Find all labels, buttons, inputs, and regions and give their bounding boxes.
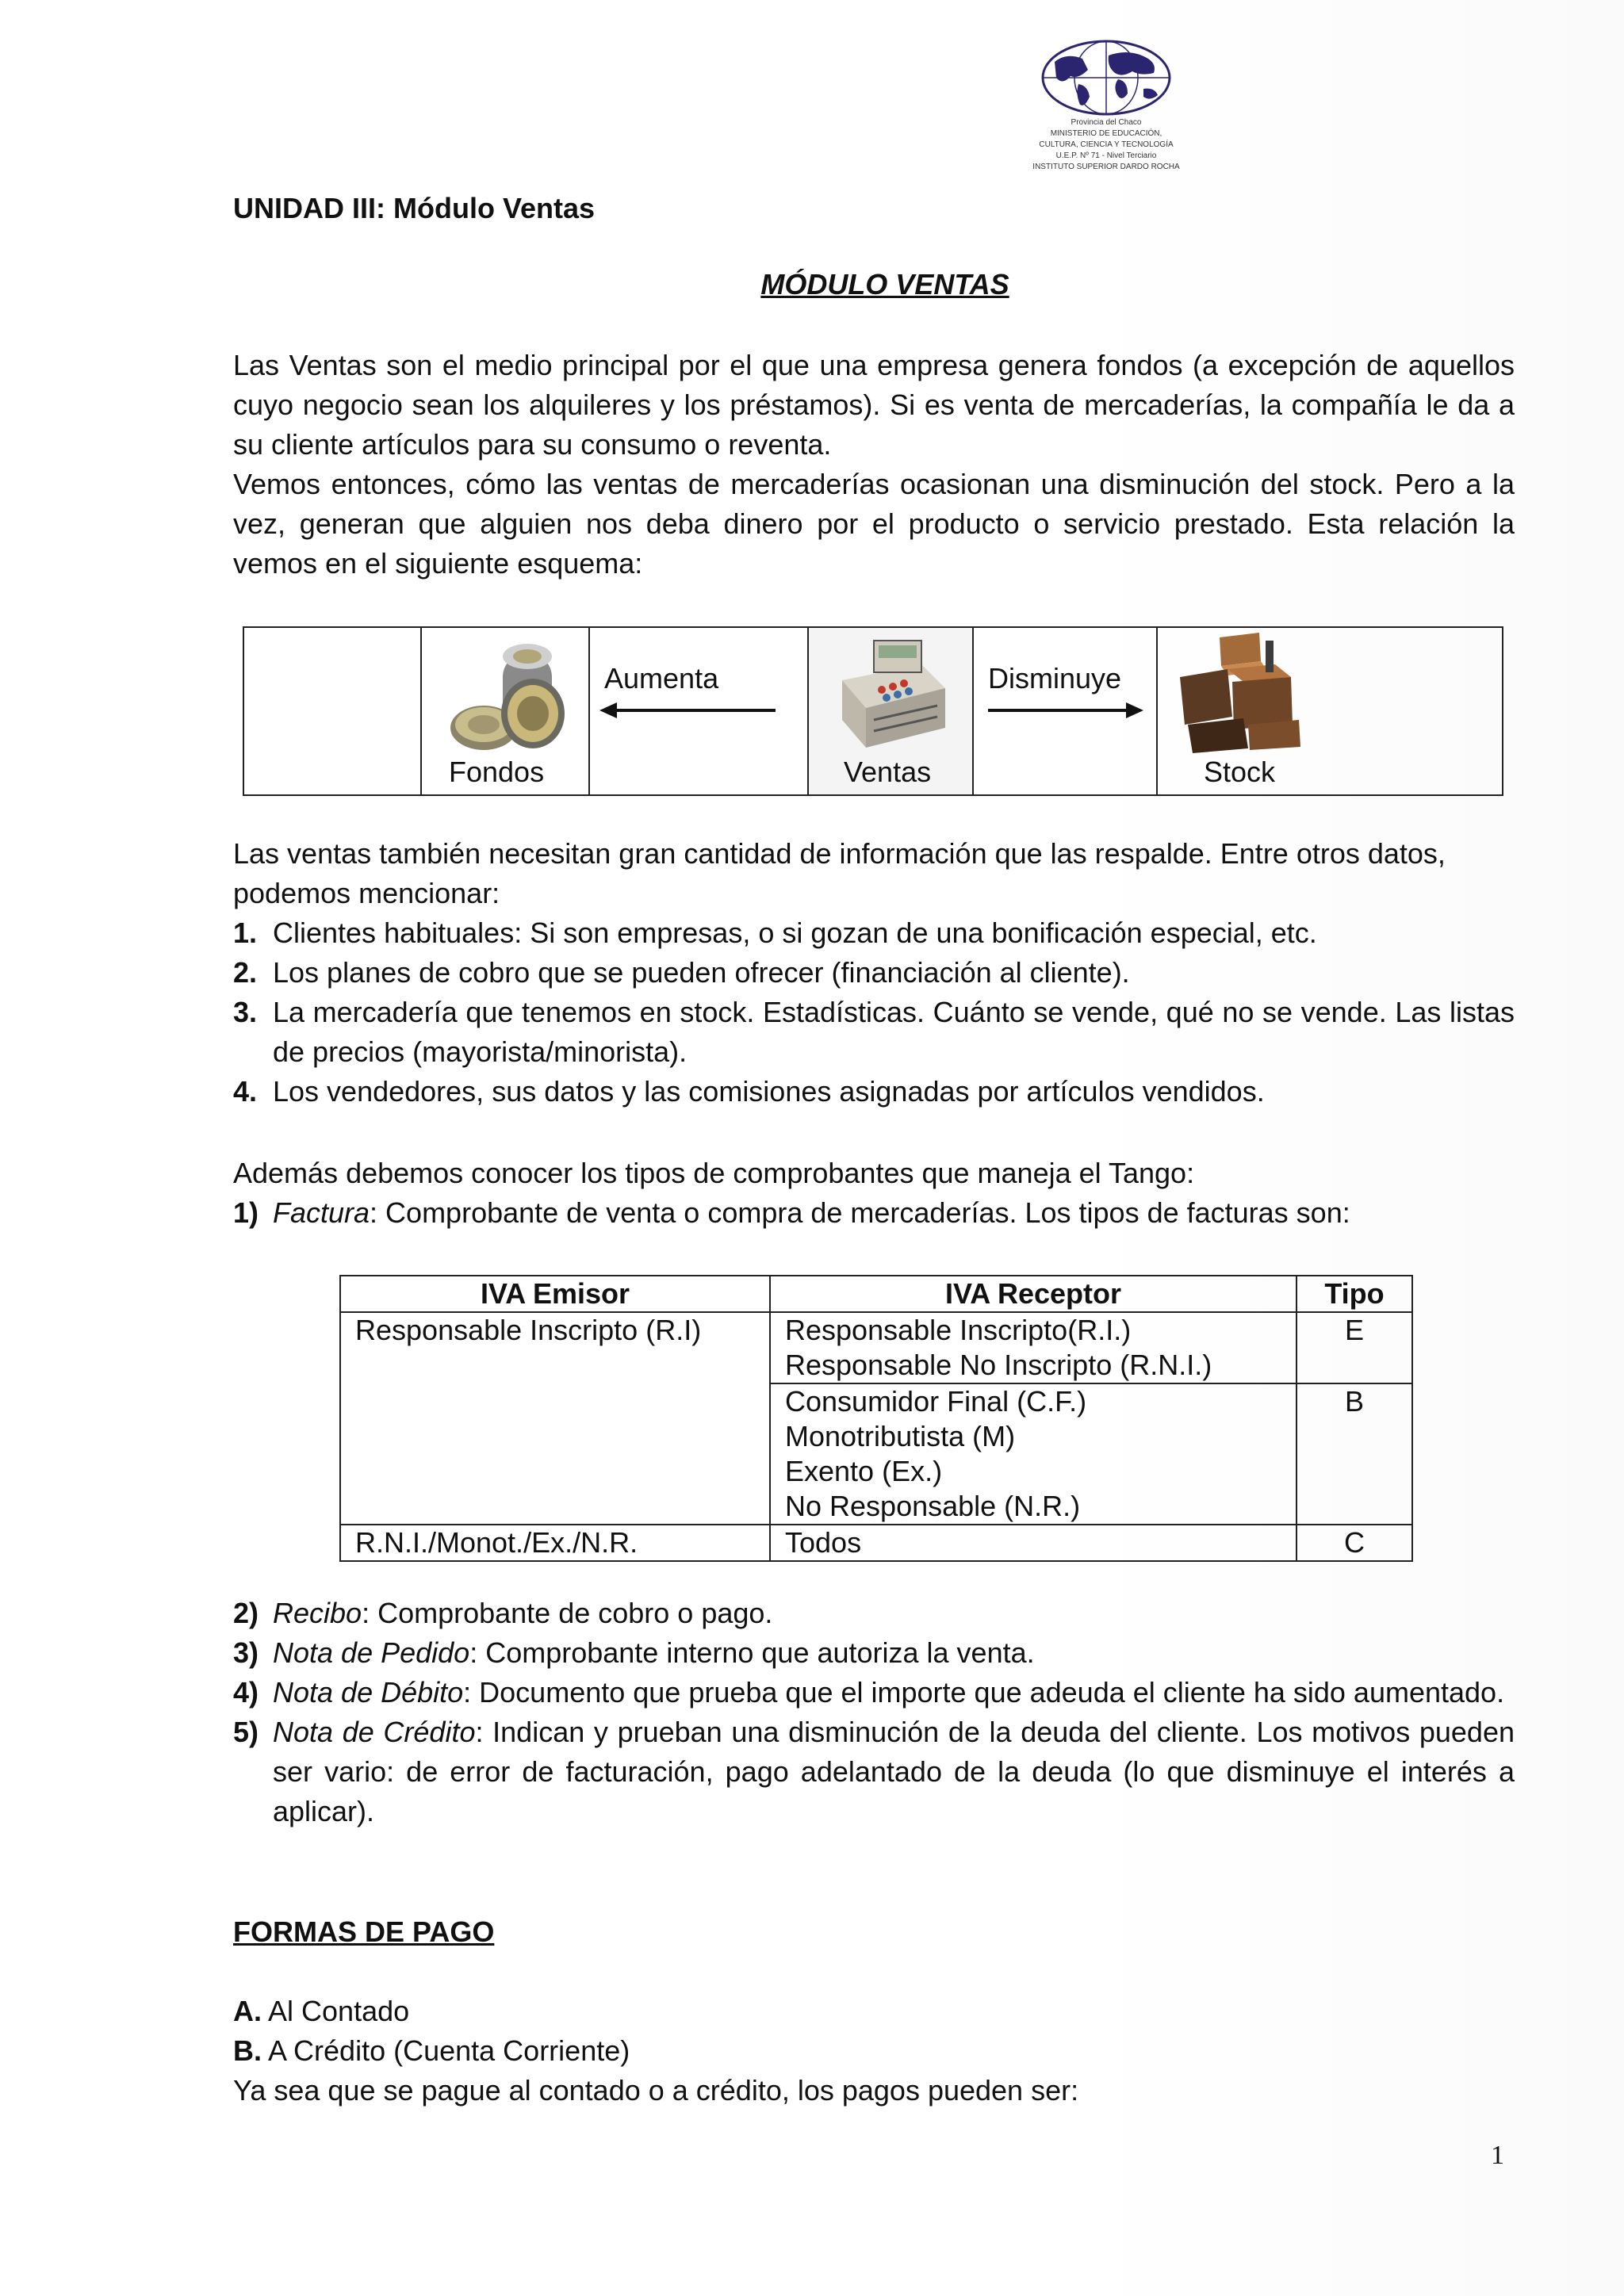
type-term: Nota de Pedido <box>273 1636 470 1669</box>
intro-paragraph: Vemos entonces, cómo las ventas de mercaderías ocasionan una disminución del stock. Pero a la vez, generan que alguien nos deba dinero por el producto o servicio prestado. Esta relación la vemos en el siguiente esquema: <box>233 468 1515 580</box>
cash-register-icon <box>826 633 953 752</box>
module-title-text: MÓDULO VENTAS <box>760 268 1009 300</box>
list-number: 3. <box>233 996 258 1028</box>
table-cell: C <box>1297 1525 1412 1561</box>
list-item <box>233 1633 1515 1673</box>
formas-section <box>233 1992 1515 2110</box>
list-item <box>233 1712 1515 1831</box>
column-header: IVA Receptor <box>770 1276 1297 1312</box>
list-number: 2) <box>233 1597 259 1629</box>
intro-section <box>233 346 1515 584</box>
list-number: 2. <box>233 956 258 989</box>
disminuye-cell <box>972 628 1156 794</box>
page-number: 1 <box>1491 2141 1504 2170</box>
type-term: Nota de Débito <box>273 1676 464 1709</box>
coins-icon <box>438 634 573 753</box>
receptor-line: Monotributista (M) <box>785 1420 1016 1452</box>
info-list <box>233 913 1515 1112</box>
stock-cell <box>1156 628 1324 794</box>
ventas-cell <box>807 628 972 794</box>
list-item <box>233 1193 1515 1233</box>
list-item <box>233 993 1515 1072</box>
comprobantes-section <box>233 1154 1515 1233</box>
logo-line: INSTITUTO SUPERIOR DARDO ROCHA <box>1032 163 1180 171</box>
forma-item <box>233 2031 1515 2071</box>
logo-line: CULTURA, CIENCIA Y TECNOLOGÍA <box>1039 140 1174 149</box>
arrow-left-icon <box>599 701 619 720</box>
stock-label: Stock <box>1204 756 1276 788</box>
intro-paragraph: Las Ventas son el medio principal por el que una empresa genera fondos (a excepción de aquellos cuyo negocio sean los alquileres y los préstamos). Si es venta de mercaderías, la compañía le da a su cliente artículos para su consumo o reventa. <box>233 349 1515 461</box>
list-item <box>233 1072 1515 1112</box>
column-header: IVA Emisor <box>340 1276 770 1312</box>
list-number: 4. <box>233 1075 258 1108</box>
types-list <box>233 1594 1515 1831</box>
forma-letter: B. <box>233 2034 262 2067</box>
ventas-label: Ventas <box>844 756 932 788</box>
forma-text: A Crédito (Cuenta Corriente) <box>268 2034 630 2067</box>
list-item <box>233 953 1515 993</box>
list-number: 1) <box>233 1196 259 1229</box>
receptor-line: Responsable No Inscripto (R.N.I.) <box>785 1349 1212 1381</box>
table-row <box>340 1525 1412 1561</box>
aumenta-cell <box>588 628 807 794</box>
comprobantes-intro: Además debemos conocer los tipos de comprobantes que maneja el Tango: <box>233 1157 1195 1189</box>
forma-letter: A. <box>233 1995 262 2027</box>
comprobantes-types <box>233 1594 1515 1831</box>
formas-title-text: FORMAS DE PAGO <box>233 1915 495 1948</box>
logo-line: MINISTERIO DE EDUCACIÓN, <box>1050 129 1162 138</box>
iva-table <box>339 1275 1413 1562</box>
receptor-line: Responsable Inscripto(R.I.) <box>785 1314 1132 1346</box>
list-number: 4) <box>233 1676 259 1709</box>
table-cell: Todos <box>770 1525 1297 1561</box>
table-cell: B <box>1297 1383 1412 1525</box>
comprobantes-list <box>233 1193 1515 1233</box>
table-header-row <box>340 1276 1412 1312</box>
table-cell: R.N.I./Monot./Ex./N.R. <box>340 1525 770 1561</box>
unit-title: UNIDAD III: Módulo Ventas <box>233 192 596 224</box>
arrow-right-icon <box>1124 701 1143 720</box>
list-text: La mercadería que tenemos en stock. Estadísticas. Cuánto se vende, qué no se vende. Las listas de precios (mayorista/minorista). <box>273 996 1515 1068</box>
info-paragraph: Las ventas también necesitan gran cantidad de información que las respalde. Entre otros datos, podemos mencionar: <box>233 837 1446 909</box>
formas-title <box>233 1912 1515 1952</box>
module-title <box>233 265 1526 304</box>
forma-text: Al Contado <box>268 1995 410 2027</box>
receptor-line: Consumidor Final (C.F.) <box>785 1385 1087 1418</box>
fondos-label: Fondos <box>449 756 545 788</box>
list-text: : Indican y prueban una disminución de la deuda del cliente. Los motivos pueden ser vario: de error de facturación, pago adelantado de la deuda (lo que disminuye el interés a aplicar). <box>273 1716 1515 1827</box>
receptor-line: No Responsable (N.R.) <box>785 1490 1081 1522</box>
type-term: Recibo <box>273 1597 362 1629</box>
list-item <box>233 1594 1515 1633</box>
table-cell <box>770 1312 1297 1383</box>
type-term: Nota de Crédito <box>273 1716 476 1748</box>
fondos-cell <box>420 628 588 794</box>
table-cell: Responsable Inscripto (R.I) <box>340 1312 770 1525</box>
list-text: Clientes habituales: Si son empresas, o si gozan de una bonificación especial, etc. <box>273 916 1317 949</box>
formas-closing: Ya sea que se pague al contado o a crédito, los pagos pueden ser: <box>233 2074 1079 2107</box>
list-text: : Comprobante interno que autoriza la venta. <box>469 1636 1035 1669</box>
list-item <box>233 1673 1515 1712</box>
list-text: : Documento que prueba que el importe que adeuda el cliente ha sido aumentado. <box>463 1676 1505 1709</box>
list-text: : Comprobante de cobro o pago. <box>362 1597 773 1629</box>
list-number: 5) <box>233 1716 259 1748</box>
table-cell <box>770 1383 1297 1525</box>
disminuye-label: Disminuye <box>988 662 1122 695</box>
list-number: 3) <box>233 1636 259 1669</box>
arrow-left-line <box>612 709 776 712</box>
list-item <box>233 913 1515 953</box>
institution-logo <box>1023 38 1189 173</box>
list-text: Los vendedores, sus datos y las comisiones asignadas por artículos vendidos. <box>273 1075 1265 1108</box>
factura-term: Factura <box>273 1196 370 1229</box>
table-row <box>340 1312 1412 1383</box>
receptor-line: Exento (Ex.) <box>785 1455 943 1487</box>
logo-line: U.E.P. Nº 71 - Nivel Terciario <box>1055 151 1157 160</box>
logo-line: Provincia del Chaco <box>1071 118 1142 127</box>
list-text: : Comprobante de venta o compra de mercaderías. Los tipos de facturas son: <box>370 1196 1350 1229</box>
arrow-right-line <box>988 709 1131 712</box>
list-number: 1. <box>233 916 258 949</box>
table-cell: E <box>1297 1312 1412 1383</box>
boxes-icon <box>1172 629 1307 756</box>
list-text: Los planes de cobro que se pueden ofrecer (financiación al cliente). <box>273 956 1130 989</box>
info-section <box>233 834 1515 1112</box>
column-header: Tipo <box>1297 1276 1412 1312</box>
aumenta-label: Aumenta <box>604 662 719 695</box>
globe-icon <box>1039 38 1174 117</box>
forma-item <box>233 1992 1515 2031</box>
sales-diagram <box>243 626 1503 796</box>
